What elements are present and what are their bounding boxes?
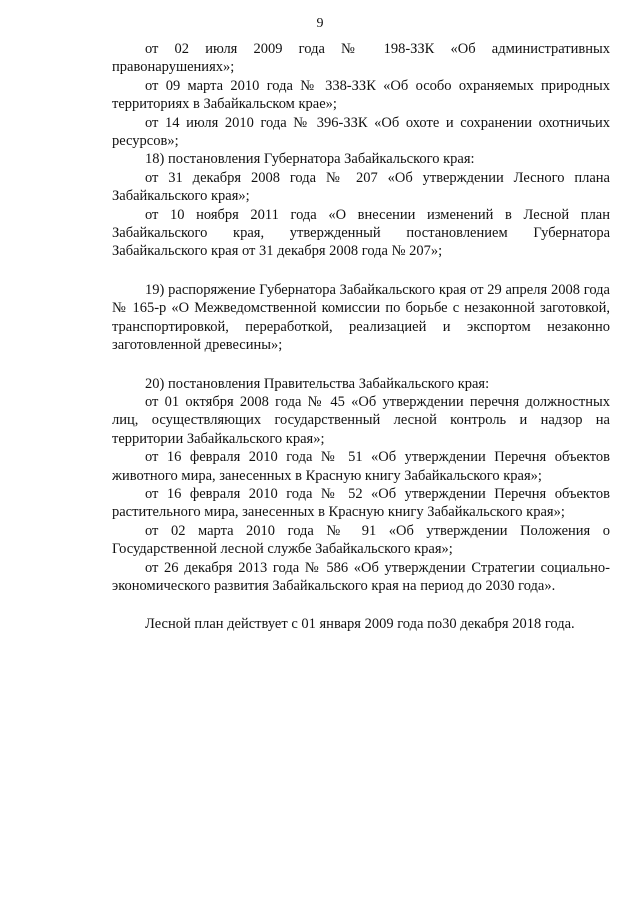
section-18-heading: 18) постановления Губернатора Забайкальского края:	[145, 151, 475, 168]
document-body	[112, 40, 610, 634]
governor-resolution-207: от 31 декабря 2008 года № 207 «Об утверждении Лесного плана Забайкальского края»;	[112, 169, 610, 205]
government-resolution-91: от 02 марта 2010 года № 91 «Об утверждении Положения о Государственной лесной службе Забайкальского края»;	[112, 522, 610, 558]
government-resolution-52: от 16 февраля 2010 года № 52 «Об утверждении Перечня объектов растительного мира, занесенных в Красную книгу Забайкальского края»;	[112, 485, 610, 521]
page-number: 9	[316, 16, 324, 31]
law-item-protected-territories: от 09 марта 2010 года № 338-ЗЗК «Об особо охраняемых природных территориях в Забайкальском крае»;	[112, 77, 610, 113]
governor-resolution-amendment: от 10 ноября 2011 года «О внесении изменений в Лесной план Забайкальского края, утвержденный постановлением Губернатора Забайкальского края от 31 декабря 2008 года № 207»;	[112, 206, 610, 260]
law-item-hunting: от 14 июля 2010 года № 396-ЗЗК «Об охоте и сохранении охотничьих ресурсов»;	[112, 114, 610, 150]
paragraph-spacer	[112, 355, 610, 375]
section-19-order: 19) распоряжение Губернатора Забайкальского края от 29 апреля 2008 года № 165-р «О Межведомственной комиссии по борьбе с незаконной заготовкой, транспортировкой, переработкой, реализацией и экспортом незаконно заготовленной древесины»;	[112, 281, 610, 354]
law-item-administrative-offences: от 02 июля 2009 года № 198-ЗЗК «Об административных правонарушениях»;	[112, 41, 610, 76]
paragraph-spacer	[112, 595, 610, 615]
government-resolution-51: от 16 февраля 2010 года № 51 «Об утверждении Перечня объектов животного мира, занесенных в Красную книгу Забайкальского края»;	[112, 449, 610, 484]
paragraph-spacer	[112, 261, 610, 281]
forest-plan-validity: Лесной план действует с 01 января 2009 года по30 декабря 2018 года.	[145, 616, 575, 633]
government-resolution-45: от 01 октября 2008 года № 45 «Об утверждении перечня должностных лиц, осуществляющих государственный лесной контроль и надзор на территории Забайкальского края»;	[112, 393, 610, 447]
government-resolution-586: от 26 декабря 2013 года № 586 «Об утверждении Стратегии социально-экономического развития Забайкальского края на период до 2030 года».	[112, 559, 610, 594]
section-20-heading: 20) постановления Правительства Забайкальского края:	[145, 375, 490, 392]
